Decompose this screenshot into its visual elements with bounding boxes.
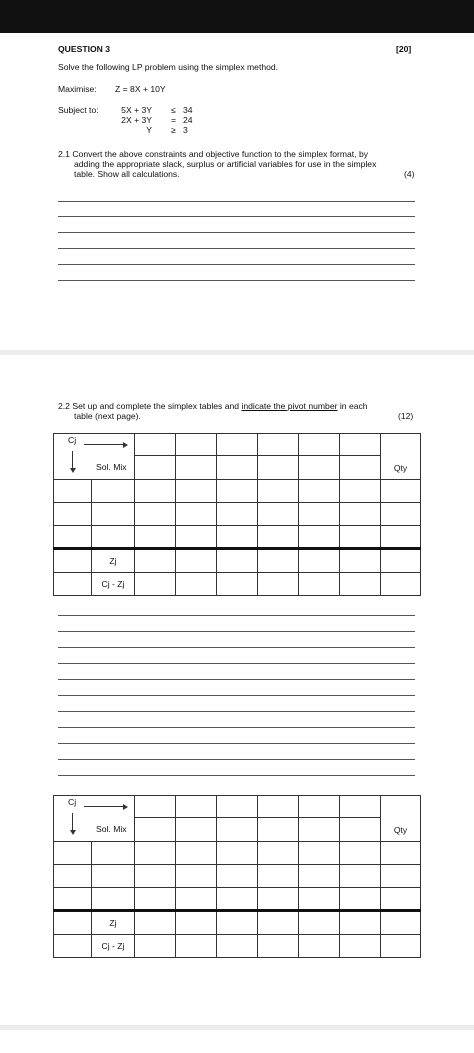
- table-cell[interactable]: [381, 888, 421, 911]
- table-cell[interactable]: [340, 480, 381, 503]
- table-cell[interactable]: [135, 526, 176, 549]
- answer-line[interactable]: [58, 679, 415, 680]
- table-cell[interactable]: [176, 503, 217, 526]
- table-cell[interactable]: [135, 911, 176, 935]
- table-cell[interactable]: [381, 503, 421, 526]
- table-cell[interactable]: [381, 573, 421, 596]
- table-cell[interactable]: [92, 842, 135, 865]
- table-cell[interactable]: [176, 796, 217, 818]
- qty-label: Qty: [393, 825, 408, 835]
- table-cell[interactable]: [54, 865, 92, 888]
- table-cell[interactable]: [135, 549, 176, 573]
- table-cell[interactable]: [299, 549, 340, 573]
- table-cell[interactable]: [299, 935, 340, 958]
- table-cell[interactable]: [299, 865, 340, 888]
- table-cell[interactable]: [176, 818, 217, 842]
- table-cell[interactable]: [258, 526, 299, 549]
- table-cell[interactable]: [176, 549, 217, 573]
- table-cell[interactable]: [54, 842, 92, 865]
- table-cell[interactable]: [176, 888, 217, 911]
- table-cell[interactable]: [381, 526, 421, 549]
- table-cell[interactable]: [340, 434, 381, 456]
- table-cell[interactable]: [176, 526, 217, 549]
- table-cell[interactable]: [54, 526, 92, 549]
- table-cell: [54, 549, 92, 573]
- table-cell[interactable]: [176, 480, 217, 503]
- cj-label: Cj: [68, 435, 77, 445]
- table-cell[interactable]: [135, 865, 176, 888]
- constraint-2-lhs: 2X + 3Y: [121, 115, 152, 125]
- table-cell[interactable]: [340, 842, 381, 865]
- table-cell[interactable]: [299, 526, 340, 549]
- cj-header-cell: [54, 434, 135, 480]
- right-arrow-icon: [84, 806, 124, 807]
- table-cell[interactable]: [54, 888, 92, 911]
- zj-label: Zj: [92, 911, 135, 935]
- question-marks: [20]: [396, 44, 412, 54]
- table-cell[interactable]: [340, 888, 381, 911]
- table-cell[interactable]: [340, 503, 381, 526]
- answer-line[interactable]: [58, 264, 415, 265]
- table-cell[interactable]: [135, 456, 176, 480]
- table-cell[interactable]: [299, 456, 340, 480]
- constraint-3-op: ≥: [171, 125, 176, 135]
- table-cell[interactable]: [340, 818, 381, 842]
- table-cell: [54, 911, 92, 935]
- table-cell[interactable]: [92, 503, 135, 526]
- table-cell[interactable]: [135, 503, 176, 526]
- qty-label: Qty: [393, 463, 408, 473]
- table-cell[interactable]: [92, 865, 135, 888]
- constraint-1-lhs: 5X + 3Y: [121, 105, 152, 115]
- table-cell[interactable]: [340, 573, 381, 596]
- page-separator: [0, 1025, 474, 1030]
- table-cell: [54, 573, 92, 596]
- table-cell[interactable]: [217, 842, 258, 865]
- part-2-1-line-1: 2.1 Convert the above constraints and objective function to the simplex format, by: [58, 149, 369, 159]
- answer-line[interactable]: [58, 280, 415, 281]
- question-instruction: Solve the following LP problem using the simplex method.: [58, 62, 279, 72]
- table-cell[interactable]: [217, 865, 258, 888]
- zj-label: Zj: [92, 549, 135, 573]
- table-cell[interactable]: [381, 842, 421, 865]
- table-cell[interactable]: [299, 888, 340, 911]
- table-cell[interactable]: [54, 503, 92, 526]
- table-cell[interactable]: [258, 456, 299, 480]
- table-cell[interactable]: [217, 526, 258, 549]
- part-2-1-marks: (4): [404, 169, 415, 179]
- sol-mix-label: Sol. Mix: [96, 462, 127, 472]
- table-cell[interactable]: [299, 842, 340, 865]
- simplex-table-1: [53, 433, 421, 596]
- table-cell[interactable]: [258, 503, 299, 526]
- constraint-1-rhs: 34: [183, 105, 193, 115]
- table-cell[interactable]: [381, 935, 421, 958]
- table-cell[interactable]: [176, 842, 217, 865]
- page-separator: [0, 350, 474, 355]
- maximise-label: Maximise:: [58, 84, 97, 94]
- part-2-1-line-3: table. Show all calculations.: [74, 169, 180, 179]
- table-cell[interactable]: [299, 503, 340, 526]
- table-cell[interactable]: [340, 911, 381, 935]
- cj-label: Cj: [68, 797, 77, 807]
- table-cell[interactable]: [258, 911, 299, 935]
- cj-minus-zj-label: Cj - Zj: [92, 573, 135, 596]
- table-cell[interactable]: [381, 549, 421, 573]
- table-cell[interactable]: [92, 888, 135, 911]
- table-cell[interactable]: [217, 480, 258, 503]
- table-cell: [54, 935, 92, 958]
- simplex-table-2: [53, 795, 421, 958]
- answer-line[interactable]: [58, 647, 415, 648]
- table-cell[interactable]: [258, 935, 299, 958]
- table-cell[interactable]: [258, 434, 299, 456]
- table-cell[interactable]: [299, 573, 340, 596]
- table-cell[interactable]: [176, 911, 217, 935]
- table-cell[interactable]: [381, 911, 421, 935]
- table-cell[interactable]: [299, 911, 340, 935]
- table-cell[interactable]: [299, 796, 340, 818]
- table-cell[interactable]: [381, 480, 421, 503]
- table-cell[interactable]: [258, 480, 299, 503]
- down-arrow-icon: [72, 813, 73, 831]
- top-black-bar: [0, 0, 474, 33]
- table-cell[interactable]: [176, 865, 217, 888]
- answer-line[interactable]: [58, 201, 415, 202]
- table-cell[interactable]: [258, 842, 299, 865]
- table-cell[interactable]: [299, 434, 340, 456]
- table-cell[interactable]: [54, 480, 92, 503]
- answer-line[interactable]: [58, 248, 415, 249]
- answer-line[interactable]: [58, 695, 415, 696]
- table-cell[interactable]: [340, 549, 381, 573]
- constraint-3-rhs: 3: [183, 125, 188, 135]
- answer-line[interactable]: [58, 615, 415, 616]
- table-cell[interactable]: [258, 865, 299, 888]
- subject-to-label: Subject to:: [58, 105, 99, 115]
- table-cell[interactable]: [217, 911, 258, 935]
- table-cell[interactable]: [217, 818, 258, 842]
- answer-line[interactable]: [58, 727, 415, 728]
- table-cell[interactable]: [217, 935, 258, 958]
- answer-line[interactable]: [58, 216, 415, 217]
- table-cell[interactable]: [176, 573, 217, 596]
- table-cell[interactable]: [258, 573, 299, 596]
- table-cell[interactable]: [135, 796, 176, 818]
- table-cell[interactable]: [176, 456, 217, 480]
- table-cell[interactable]: [340, 865, 381, 888]
- table-cell[interactable]: [217, 796, 258, 818]
- cj-header-cell: [54, 796, 135, 842]
- pivot-instruction: indicate the pivot number: [241, 401, 338, 411]
- constraint-3-lhs: Y: [146, 125, 152, 135]
- table-cell[interactable]: [381, 865, 421, 888]
- qty-header-cell: [381, 434, 421, 480]
- part-2-2-marks: (12): [398, 411, 414, 421]
- table-cell[interactable]: [135, 434, 176, 456]
- part-2-2-line-2: table (next page).: [74, 411, 141, 421]
- answer-line[interactable]: [58, 775, 415, 776]
- table-cell[interactable]: [217, 549, 258, 573]
- sol-mix-label: Sol. Mix: [96, 824, 127, 834]
- table-cell[interactable]: [135, 480, 176, 503]
- objective-function: Z = 8X + 10Y: [115, 84, 166, 94]
- table-cell[interactable]: [340, 456, 381, 480]
- down-arrow-icon: [72, 451, 73, 469]
- table-cell[interactable]: [135, 888, 176, 911]
- part-2-2-line-1: 2.2 Set up and complete the simplex tables and indicate the pivot number in each: [58, 401, 368, 411]
- table-cell[interactable]: [217, 888, 258, 911]
- right-arrow-icon: [84, 444, 124, 445]
- table-cell[interactable]: [135, 818, 176, 842]
- answer-line[interactable]: [58, 759, 415, 760]
- table-cell[interactable]: [258, 888, 299, 911]
- table-cell[interactable]: [258, 796, 299, 818]
- constraint-2-op: =: [171, 115, 177, 125]
- table-cell[interactable]: [299, 818, 340, 842]
- table-cell[interactable]: [135, 935, 176, 958]
- answer-line[interactable]: [58, 663, 415, 664]
- table-cell[interactable]: [92, 526, 135, 549]
- table-cell[interactable]: [340, 526, 381, 549]
- constraint-2-rhs: 24: [183, 115, 193, 125]
- table-cell[interactable]: [217, 456, 258, 480]
- answer-line[interactable]: [58, 743, 415, 744]
- table-cell[interactable]: [217, 434, 258, 456]
- table-cell[interactable]: [92, 480, 135, 503]
- table-cell[interactable]: [299, 480, 340, 503]
- table-cell[interactable]: [258, 818, 299, 842]
- qty-header-cell: [381, 796, 421, 842]
- table-cell[interactable]: [258, 549, 299, 573]
- table-cell[interactable]: [340, 935, 381, 958]
- part-2-1-line-2: adding the appropriate slack, surplus or artificial variables for use in the simplex: [74, 159, 377, 169]
- table-cell[interactable]: [340, 796, 381, 818]
- cj-minus-zj-label: Cj - Zj: [92, 935, 135, 958]
- table-cell[interactable]: [217, 503, 258, 526]
- question-heading: QUESTION 3: [58, 44, 111, 54]
- table-cell[interactable]: [217, 573, 258, 596]
- table-cell[interactable]: [176, 935, 217, 958]
- table-cell[interactable]: [135, 573, 176, 596]
- constraint-1-op: ≤: [171, 105, 176, 115]
- answer-line[interactable]: [58, 232, 415, 233]
- table-cell[interactable]: [135, 842, 176, 865]
- table-cell[interactable]: [176, 434, 217, 456]
- answer-line[interactable]: [58, 711, 415, 712]
- answer-line[interactable]: [58, 631, 415, 632]
